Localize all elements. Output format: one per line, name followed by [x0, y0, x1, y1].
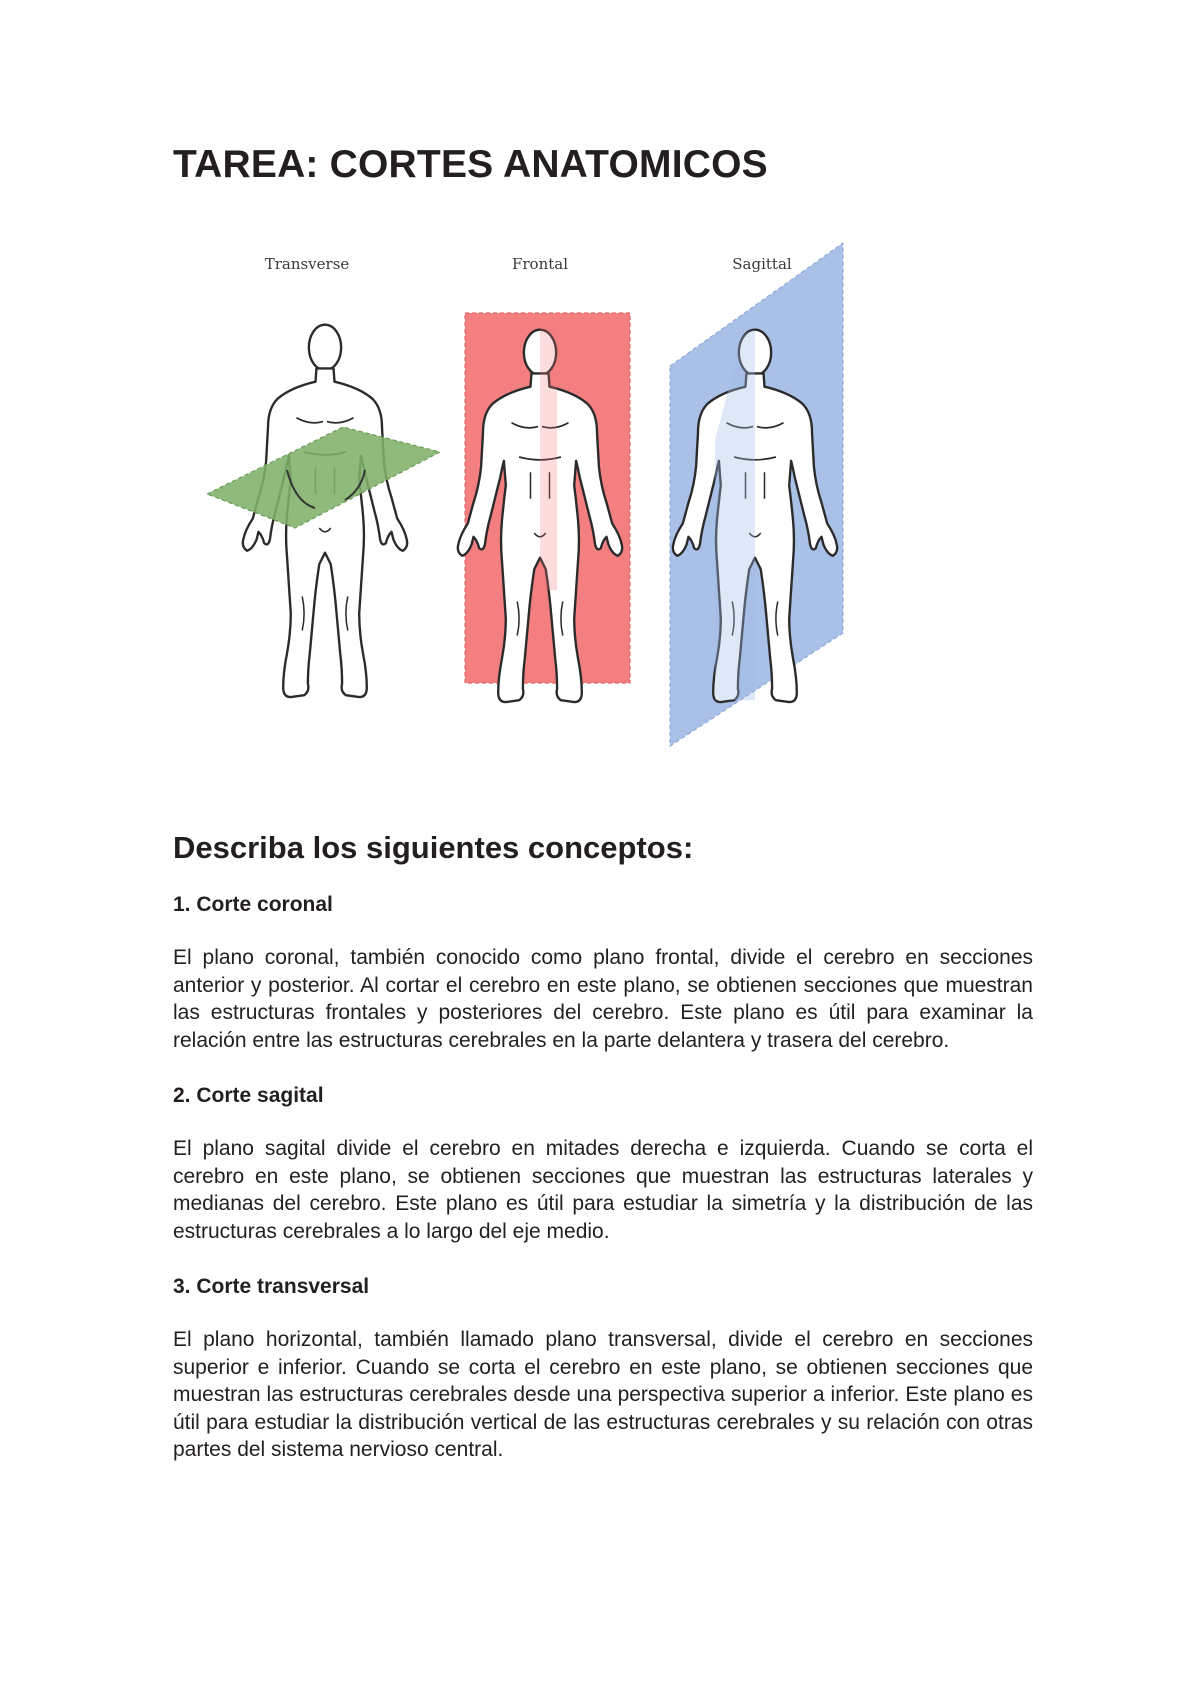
concept-text-transversal: El plano horizontal, también llamado plano transversal, divide el cerebro en secciones superior e inferior. Cuando se corta el cerebro en este plano, se obtienen secciones que muestran las estructuras cerebrales desde una perspectiva superior a inferior. Este plano es útil para estudiar la distribución vertical de las estructuras cerebrales y su relación con otras partes del sistema nervioso central.: [173, 1328, 1033, 1461]
concept-text-sagital: El plano sagital divide el cerebro en mitades derecha e izquierda. Cuando se corta el cerebro en este plano, se obtienen secciones que muestran las estructuras laterales y medianas del cerebro. Este plano es útil para estudiar la simetría y la distribución de las estructuras cerebrales a lo largo del eje medio.: [173, 1137, 1033, 1243]
concept-text-coronal: El plano coronal, también conocido como plano frontal, divide el cerebro en secciones anterior y posterior. Al cortar el cerebro en este plano, se obtienen secciones que muestran las estructuras frontales y posteriores del cerebro. Este plano es útil para examinar la relación entre las estructuras cerebrales en la parte delantera y trasera del cerebro.: [173, 946, 1033, 1052]
questions-section: [173, 830, 1033, 1494]
sagittal-label: Sagittal: [732, 255, 792, 273]
anatomical-planes-illustration: [195, 240, 865, 755]
concept-title-sagital: 2. Corte sagital: [173, 1084, 324, 1107]
transverse-label: Transverse: [264, 255, 350, 273]
concept-title-transversal: 3. Corte transversal: [173, 1275, 370, 1298]
concept-title-coronal: 1. Corte coronal: [173, 893, 333, 916]
frontal-label: Frontal: [511, 255, 569, 273]
page-title: TAREA: CORTES ANATOMICOS: [173, 143, 768, 186]
transverse-plane: [207, 427, 440, 528]
anatomical-planes-figure: [195, 240, 865, 755]
section-heading: Describa los siguientes conceptos:: [173, 830, 694, 865]
